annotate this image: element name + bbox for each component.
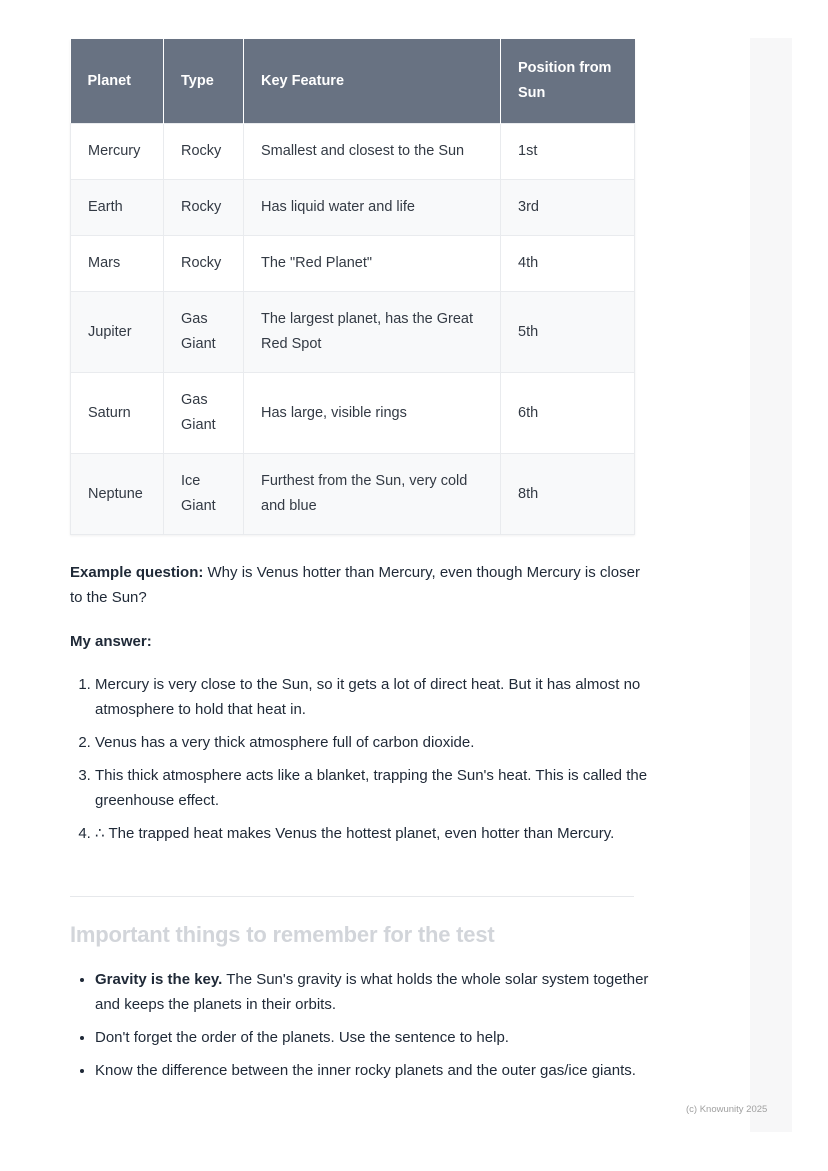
- example-question: [70, 560, 640, 610]
- remember-heading: Important things to remember for the test: [70, 922, 495, 947]
- planet-cell: Earth: [71, 180, 164, 236]
- table-row: [71, 454, 635, 535]
- example-question-text: Why is Venus hotter than Mercury, even though Mercury is closer to the Sun?: [70, 564, 640, 606]
- remember-item-text: Don't forget the order of the planets. Use the sentence to help.: [95, 1029, 509, 1046]
- remember-item-bold: Gravity is the key.: [95, 971, 223, 988]
- answer-step: 2. Venus has a very thick atmosphere full of carbon dioxide.: [95, 730, 660, 755]
- position-cell: 5th: [501, 292, 635, 373]
- planet-cell: Saturn: [71, 373, 164, 454]
- my-answer-label: My answer:: [70, 633, 152, 650]
- remember-item: [95, 1058, 660, 1083]
- header-key-feature: Key Feature: [244, 39, 501, 124]
- planet-cell: Mars: [71, 236, 164, 292]
- table-row: [71, 124, 635, 180]
- answer-step: 1. Mercury is very close to the Sun, so it gets a lot of direct heat. But it has almost no atmosphere to hold that heat in.: [95, 672, 660, 722]
- planets-table: [70, 39, 635, 535]
- section-divider: [70, 896, 634, 897]
- header-planet: Planet: [71, 39, 164, 124]
- type-cell: Ice Giant: [164, 454, 244, 535]
- type-cell: Gas Giant: [164, 373, 244, 454]
- position-cell: 8th: [501, 454, 635, 535]
- remember-item-text: The Sun's gravity is what holds the whole solar system together and keeps the planets in their orbits.: [95, 971, 649, 1013]
- header-position: Position from Sun: [501, 39, 635, 124]
- answer-steps-list: [70, 672, 660, 854]
- position-cell: 4th: [501, 236, 635, 292]
- table-row: [71, 180, 635, 236]
- position-cell: 3rd: [501, 180, 635, 236]
- type-cell: Rocky: [164, 236, 244, 292]
- remember-item-text: Know the difference between the inner rocky planets and the outer gas/ice giants.: [95, 1062, 636, 1079]
- planet-cell: Jupiter: [71, 292, 164, 373]
- table-row: [71, 373, 635, 454]
- side-margin-strip: [750, 38, 792, 1132]
- type-cell: Gas Giant: [164, 292, 244, 373]
- type-cell: Rocky: [164, 124, 244, 180]
- answer-step: 4. ∴ The trapped heat makes Venus the hottest planet, even hotter than Mercury.: [95, 821, 660, 846]
- answer-step: 3. This thick atmosphere acts like a blanket, trapping the Sun's heat. This is called the greenhouse effect.: [95, 763, 660, 813]
- feature-cell: The "Red Planet": [244, 236, 501, 292]
- table-header-row: [71, 39, 635, 124]
- feature-cell: Furthest from the Sun, very cold and blue: [244, 454, 501, 535]
- planet-cell: Neptune: [71, 454, 164, 535]
- table-row: [71, 292, 635, 373]
- position-cell: 1st: [501, 124, 635, 180]
- feature-cell: Smallest and closest to the Sun: [244, 124, 501, 180]
- header-type: Type: [164, 39, 244, 124]
- planet-cell: Mercury: [71, 124, 164, 180]
- feature-cell: Has liquid water and life: [244, 180, 501, 236]
- remember-list: [70, 967, 660, 1091]
- position-cell: 6th: [501, 373, 635, 454]
- remember-item: [95, 1025, 660, 1050]
- copyright-credit: (c) Knowunity 2025: [686, 1104, 768, 1115]
- type-cell: Rocky: [164, 180, 244, 236]
- feature-cell: The largest planet, has the Great Red Spot: [244, 292, 501, 373]
- table-row: [71, 236, 635, 292]
- remember-item: [95, 967, 660, 1017]
- feature-cell: Has large, visible rings: [244, 373, 501, 454]
- example-question-label: Example question:: [70, 564, 204, 581]
